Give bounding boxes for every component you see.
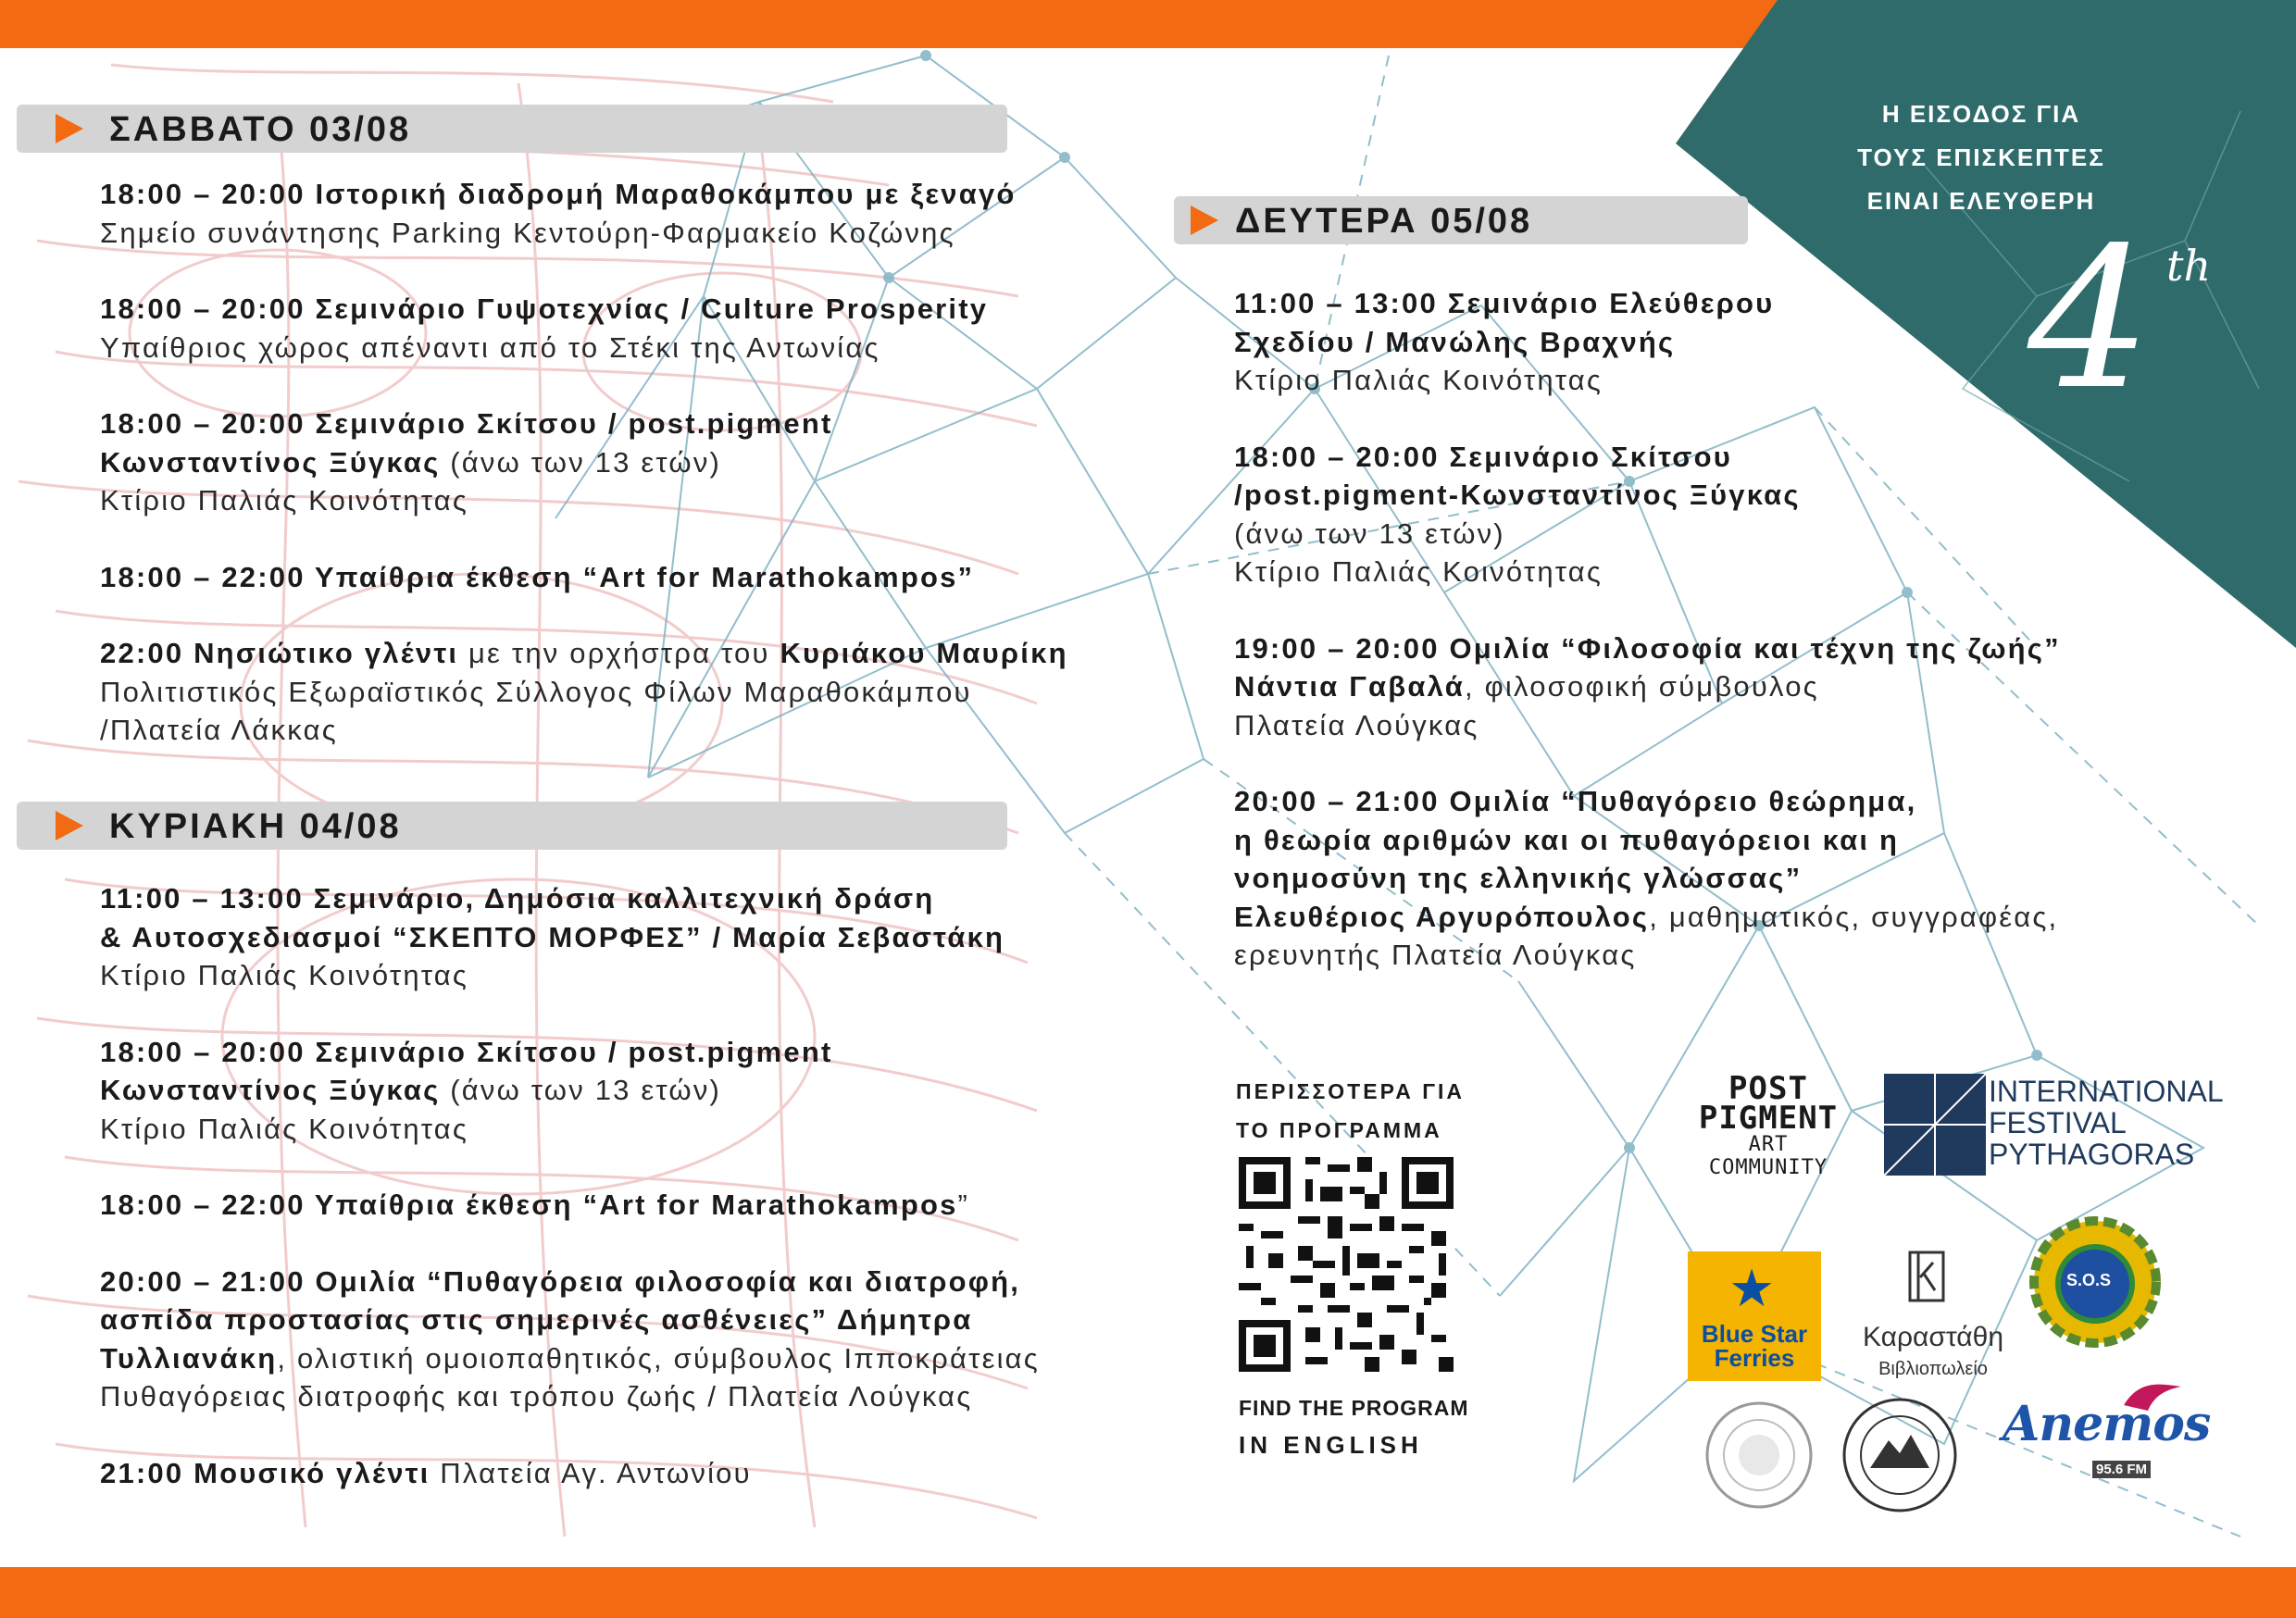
- play-triangle-icon: [1191, 205, 1218, 235]
- book-icon: [1907, 1250, 1950, 1307]
- logo-text: Blue Star: [1701, 1320, 1808, 1348]
- pythagoras-festival-logo-mark: [1884, 1074, 1986, 1176]
- event-note: (άνω των 13 ετών): [440, 1074, 722, 1106]
- event-title: 21:00 Μουσικό γλέντι: [100, 1456, 430, 1489]
- more-info-heading: [1236, 1072, 1465, 1150]
- event-speaker: /post.pigment-Κωνσταντίνος Ξύγκας: [1234, 479, 1801, 511]
- event-speaker: Ελευθέριος Αργυρόπουλος: [1234, 900, 1650, 933]
- edition-number: [2028, 205, 2212, 432]
- frequency-value: 95.6: [2096, 1462, 2124, 1477]
- monday-events: [1234, 284, 2061, 975]
- star-icon: ★: [1728, 1259, 1776, 1317]
- event-location: ερευνητής Πλατεία Λούγκας: [1234, 939, 1637, 971]
- event-location: Πολιτιστικός Εξωραϊστικός Σύλλογος Φίλων Μαραθοκάμπου: [100, 675, 972, 708]
- logo-text: PYTHAGORAS: [1989, 1138, 2195, 1171]
- free-entry-line: Η ΕΙΣΟΔΟΣ ΓΙΑ: [1881, 100, 2081, 128]
- event-speaker: Κωνσταντίνος Ξύγκας: [100, 445, 441, 479]
- event-text: με την ορχήστρα του: [458, 637, 780, 669]
- anemos-radio-logo: Anemos: [2003, 1396, 2211, 1452]
- sos-logo-label: S.O.S: [2066, 1271, 2112, 1289]
- event-speaker: Κυριάκου Μαυρίκη: [780, 637, 1068, 669]
- free-entry-line: ΕΙΝΑΙ ΕΛΕΥΘΕΡΗ: [1866, 187, 2096, 215]
- event-note: (άνω των 13 ετών): [440, 445, 722, 479]
- event-text: , μαθηματικός, συγγραφέας,: [1649, 900, 2059, 933]
- sunday-header: [17, 802, 1007, 850]
- logo-text: PIGMENT: [1698, 1100, 1839, 1137]
- event-title: 18:00 – 22:00 Υπαίθρια έκθεση “Art for Marathokampos”: [100, 560, 975, 593]
- pythagoras-festival-logo: [1989, 1076, 2224, 1170]
- logo-text: COMMUNITY: [1708, 1156, 1828, 1179]
- sunday-title: ΚΥΡΙΑΚΗ 04/08: [109, 807, 402, 846]
- event-speaker: Νάντια Γαβαλά: [1234, 670, 1465, 703]
- event-title: 19:00 – 20:00 Ομιλία “Φιλοσοφία και τέχνη της ζωής”: [1234, 631, 2061, 665]
- logo-text: Ferries: [1714, 1344, 1795, 1372]
- logo-text: ART: [1748, 1133, 1789, 1156]
- logo-text: Βιβλιοπωλείο: [1878, 1359, 1988, 1379]
- event-title: ασπίδα προστασίας στις σημερινές ασθένειες” Δήμητρα: [100, 1303, 973, 1336]
- event-title: η θεωρία αριθμών και οι πυθαγόρειοι και η: [1234, 823, 1900, 856]
- event-title: νοημοσύνη της ελληνικής γλώσσας”: [1234, 862, 1803, 894]
- logo-text: INTERNATIONAL: [1989, 1075, 2224, 1108]
- find-program-english-link-2[interactable]: IN ENGLISH: [1239, 1431, 1423, 1459]
- post-pigment-logo: [1685, 1070, 1852, 1179]
- event-title: 18:00 – 20:00 Σεμινάριο Γυψοτεχνίας / Culture Prosperity: [100, 292, 989, 325]
- more-info-line: ΤΟ ΠΡΟΓΡΑΜΜΑ: [1236, 1118, 1442, 1142]
- event-title: 18:00 – 20:00 Σεμινάριο Σκίτσου / post.pigment: [100, 1035, 833, 1068]
- seal-logo-2: [1841, 1396, 1959, 1514]
- karastathi-bookstore-logo: [1854, 1322, 2012, 1385]
- monday-title: ΔΕΥΤΕΡΑ 05/08: [1235, 202, 1533, 241]
- event-title: 18:00 – 22:00 Υπαίθρια έκθεση “Art for Marathokampos: [100, 1189, 958, 1221]
- event-title: 22:00 Νησιώτικο γλέντι: [100, 637, 459, 669]
- saturday-events: [100, 175, 1068, 750]
- event-location: Κτίριο Παλιάς Κοινότητας: [1234, 364, 1603, 396]
- play-triangle-icon: [56, 811, 83, 840]
- event-title: 20:00 – 21:00 Ομιλία “Πυθαγόρεια φιλοσοφία και διατροφή,: [100, 1264, 1021, 1298]
- event-location: Κτίριο Παλιάς Κοινότητας: [100, 484, 469, 517]
- event-title: & Αυτοσχεδιασμοί “ΣΚΕΠΤΟ ΜΟΡΦΕΣ” / Μαρία Σεβαστάκη: [100, 920, 1005, 953]
- event-location: Υπαίθριος χώρος απέναντι από το Στέκι της Αντωνίας: [100, 330, 880, 364]
- anemos-frequency: [2092, 1461, 2151, 1478]
- blue-star-ferries-logo: [1688, 1251, 1821, 1381]
- play-triangle-icon: [56, 114, 83, 143]
- event-speaker: Σχεδίου / Μανώλης Βραχνής: [1234, 325, 1676, 358]
- event-speaker: Κωνσταντίνος Ξύγκας: [100, 1074, 441, 1106]
- event-location: Κτίριο Παλιάς Κοινότητας: [100, 1112, 469, 1145]
- event-location: Κτίριο Παλιάς Κοινότητας: [100, 959, 469, 991]
- edition-digit: 4: [2028, 205, 2152, 432]
- bird-icon: [2120, 1377, 2185, 1414]
- event-location: Σημείο συνάντησης Parking Κεντούρη-Φαρμακείο Κοζώνης: [100, 216, 955, 249]
- logo-text: FESTIVAL: [1989, 1106, 2127, 1139]
- edition-suffix: th: [2166, 241, 2212, 291]
- event-location: Πυθαγόρειας διατροφής και τρόπου ζωής / Πλατεία Λούγκας: [100, 1380, 973, 1413]
- seal-logo-1: [1703, 1400, 1815, 1511]
- event-note: (άνω των 13 ετών): [1234, 517, 1505, 550]
- event-title: 18:00 – 20:00 Σεμινάριο Σκίτσου / post.pigment: [100, 407, 833, 440]
- free-entry-line: ΤΟΥΣ ΕΠΙΣΚΕΠΤΕΣ: [1857, 143, 2105, 171]
- event-location: Πλατεία Αγ. Αντωνίου: [430, 1456, 752, 1489]
- event-title: 11:00 – 13:00 Σεμινάριο Ελεύθερου: [1234, 287, 1775, 319]
- qr-code[interactable]: [1239, 1157, 1454, 1372]
- event-text: ”: [957, 1189, 970, 1221]
- free-entry-notice: [1815, 93, 2148, 223]
- saturday-header: [17, 105, 1007, 153]
- frequency-band: FM: [2127, 1462, 2148, 1477]
- event-title: 18:00 – 20:00 Ιστορική διαδρομή Μαραθοκάμπου με ξεναγό: [100, 178, 1017, 210]
- event-speaker: Τυλλιανάκη: [100, 1341, 278, 1375]
- event-text: , ολιστική ομοιοπαθητικός, σύμβουλος Ιπποκράτειας: [277, 1341, 1040, 1375]
- monday-header: [1174, 196, 1748, 244]
- find-program-english-link[interactable]: FIND THE PROGRAM: [1239, 1396, 1469, 1420]
- logo-text: Καραστάθη: [1862, 1322, 2004, 1352]
- logo-text: POST: [1728, 1070, 1808, 1107]
- saturday-title: ΣΑΒΒΑΤΟ 03/08: [109, 110, 412, 149]
- event-text: , φιλοσοφική σύμβουλος: [1465, 670, 1819, 703]
- event-title: 11:00 – 13:00 Σεμινάριο, Δημόσια καλλιτεχνική δράση: [100, 882, 935, 915]
- event-location: /Πλατεία Λάκκας: [100, 714, 338, 746]
- event-location: Κτίριο Παλιάς Κοινότητας: [1234, 555, 1603, 588]
- sunday-events: [100, 879, 1040, 1492]
- event-title: 18:00 – 20:00 Σεμινάριο Σκίτσου: [1234, 440, 1733, 473]
- event-location: Πλατεία Λούγκας: [1234, 708, 1479, 741]
- more-info-line: ΠΕΡΙΣΣΟΤΕΡΑ ΓΙΑ: [1236, 1079, 1466, 1103]
- event-title: 20:00 – 21:00 Ομιλία “Πυθαγόρειο θεώρημα,: [1234, 785, 1917, 817]
